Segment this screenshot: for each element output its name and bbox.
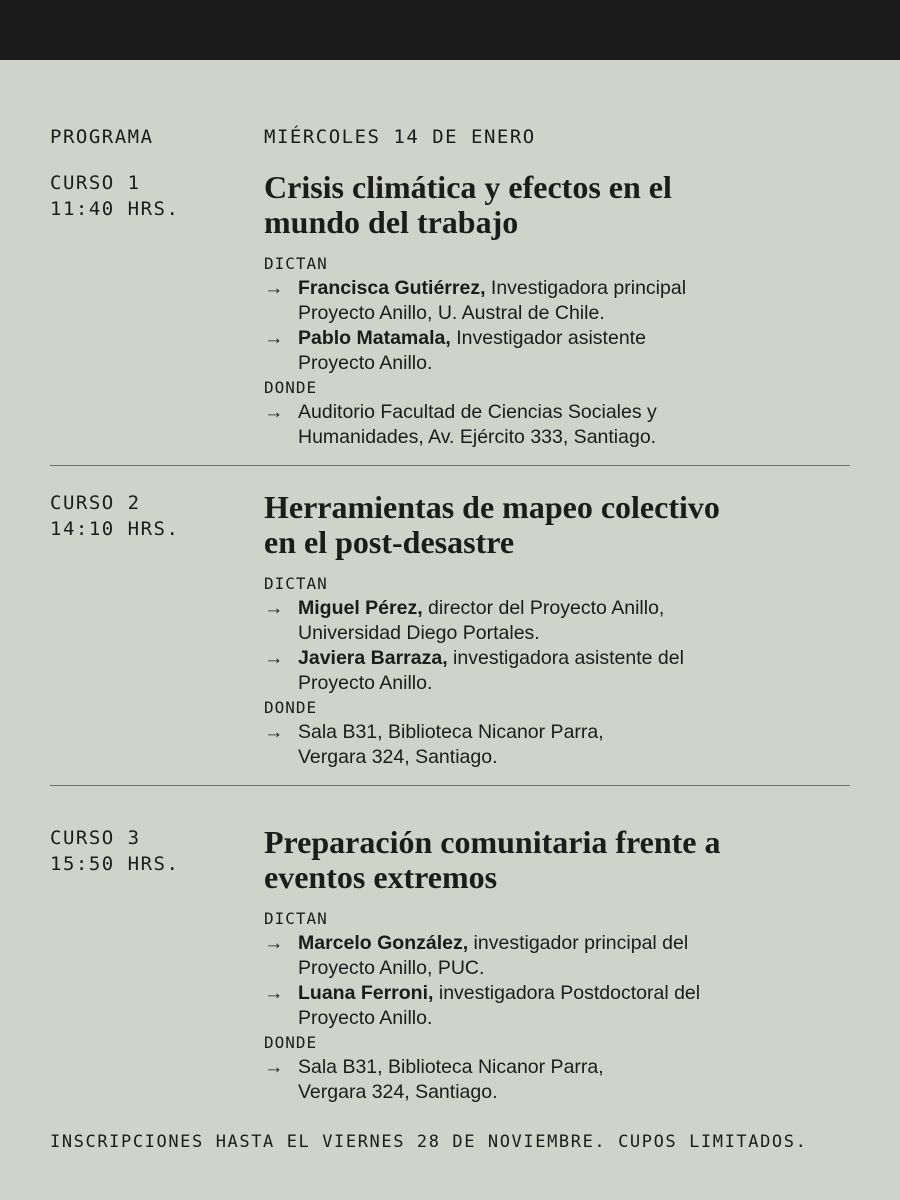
dictan-label: DICTAN [264, 574, 328, 593]
speaker-role: investigadora Postdoctoral del [433, 982, 701, 1004]
speaker-item [264, 276, 850, 326]
top-bar [0, 0, 900, 60]
location-line: Humanidades, Av. Ejército 333, Santiago. [298, 426, 657, 448]
location-line: Auditorio Facultad de Ciencias Sociales y [298, 401, 657, 423]
course-number: CURSO 2 [50, 492, 141, 514]
course-body [264, 490, 850, 770]
location-text [298, 1055, 850, 1105]
course-meta [50, 825, 179, 877]
arrow-right-icon: → [264, 932, 284, 954]
speaker-affiliation: Proyecto Anillo. [298, 672, 433, 694]
arrow-right-icon: → [264, 982, 284, 1004]
arrow-right-icon: → [264, 277, 284, 299]
course-meta [50, 490, 179, 542]
arrow-right-icon: → [264, 597, 284, 619]
course-body [264, 825, 850, 1105]
location-item [264, 1055, 850, 1105]
footer-note: INSCRIPCIONES HASTA EL VIERNES 28 DE NOVIEMBRE. CUPOS LIMITADOS. [50, 1132, 808, 1152]
speaker-affiliation: Proyecto Anillo, PUC. [298, 957, 485, 979]
speaker-name: Francisca Gutiérrez, [298, 277, 486, 299]
course-title-line: mundo del trabajo [264, 204, 519, 240]
course-number: CURSO 1 [50, 172, 141, 194]
course-title [264, 170, 850, 240]
arrow-right-icon: → [264, 721, 284, 743]
course-title-line: Crisis climática y efectos en el [264, 169, 672, 205]
speaker-item [264, 931, 850, 981]
donde-label: DONDE [264, 1033, 318, 1052]
arrow-right-icon: → [264, 401, 284, 423]
speaker-role: Investigador asistente [450, 327, 646, 349]
speaker-text [298, 326, 850, 376]
course-title-line: Herramientas de mapeo colectivo [264, 489, 720, 525]
course-number: CURSO 3 [50, 827, 141, 849]
location-line: Sala B31, Biblioteca Nicanor Parra, [298, 1056, 604, 1078]
speaker-role: investigador principal del [468, 932, 689, 954]
location-text [298, 400, 850, 450]
arrow-right-icon: → [264, 327, 284, 349]
course-time: 14:10 HRS. [50, 518, 180, 540]
course-title [264, 825, 850, 895]
speaker-role: Investigadora principal [485, 277, 687, 299]
location-text [298, 720, 850, 770]
course-title-line: eventos extremos [264, 859, 498, 895]
course-time: 15:50 HRS. [50, 853, 180, 875]
arrow-right-icon: → [264, 1056, 284, 1078]
speaker-item [264, 646, 850, 696]
location-item [264, 720, 850, 770]
course-meta [50, 170, 179, 222]
location-line: Sala B31, Biblioteca Nicanor Parra, [298, 721, 604, 743]
speaker-text [298, 596, 850, 646]
dictan-label: DICTAN [264, 254, 328, 273]
speaker-name: Pablo Matamala, [298, 327, 451, 349]
speaker-name: Marcelo González, [298, 932, 469, 954]
speaker-text [298, 276, 850, 326]
course-time: 11:40 HRS. [50, 198, 180, 220]
speaker-name: Luana Ferroni, [298, 982, 434, 1004]
location-item [264, 400, 850, 450]
speaker-text [298, 931, 850, 981]
speaker-text [298, 981, 850, 1031]
course-title [264, 490, 850, 560]
speaker-affiliation: Universidad Diego Portales. [298, 622, 540, 644]
location-line: Vergara 324, Santiago. [298, 746, 498, 768]
program-header [50, 126, 850, 152]
course-title-line: en el post-desastre [264, 524, 515, 560]
speaker-item [264, 326, 850, 376]
speaker-item [264, 596, 850, 646]
divider [50, 465, 850, 466]
dictan-label: DICTAN [264, 909, 328, 928]
speaker-affiliation: Proyecto Anillo. [298, 352, 433, 374]
speaker-text [298, 646, 850, 696]
course-title-line: Preparación comunitaria frente a [264, 824, 721, 860]
speaker-affiliation: Proyecto Anillo, U. Austral de Chile. [298, 302, 605, 324]
course-body [264, 170, 850, 450]
divider [50, 785, 850, 786]
speaker-name: Javiera Barraza, [298, 647, 448, 669]
donde-label: DONDE [264, 378, 318, 397]
speaker-name: Miguel Pérez, [298, 597, 423, 619]
speaker-affiliation: Proyecto Anillo. [298, 1007, 433, 1029]
donde-label: DONDE [264, 698, 318, 717]
speaker-item [264, 981, 850, 1031]
event-date: MIÉRCOLES 14 DE ENERO [264, 126, 536, 148]
arrow-right-icon: → [264, 647, 284, 669]
location-line: Vergara 324, Santiago. [298, 1081, 498, 1103]
speaker-role: director del Proyecto Anillo, [422, 597, 665, 619]
program-label: PROGRAMA [50, 126, 154, 148]
speaker-role: investigadora asistente del [447, 647, 684, 669]
